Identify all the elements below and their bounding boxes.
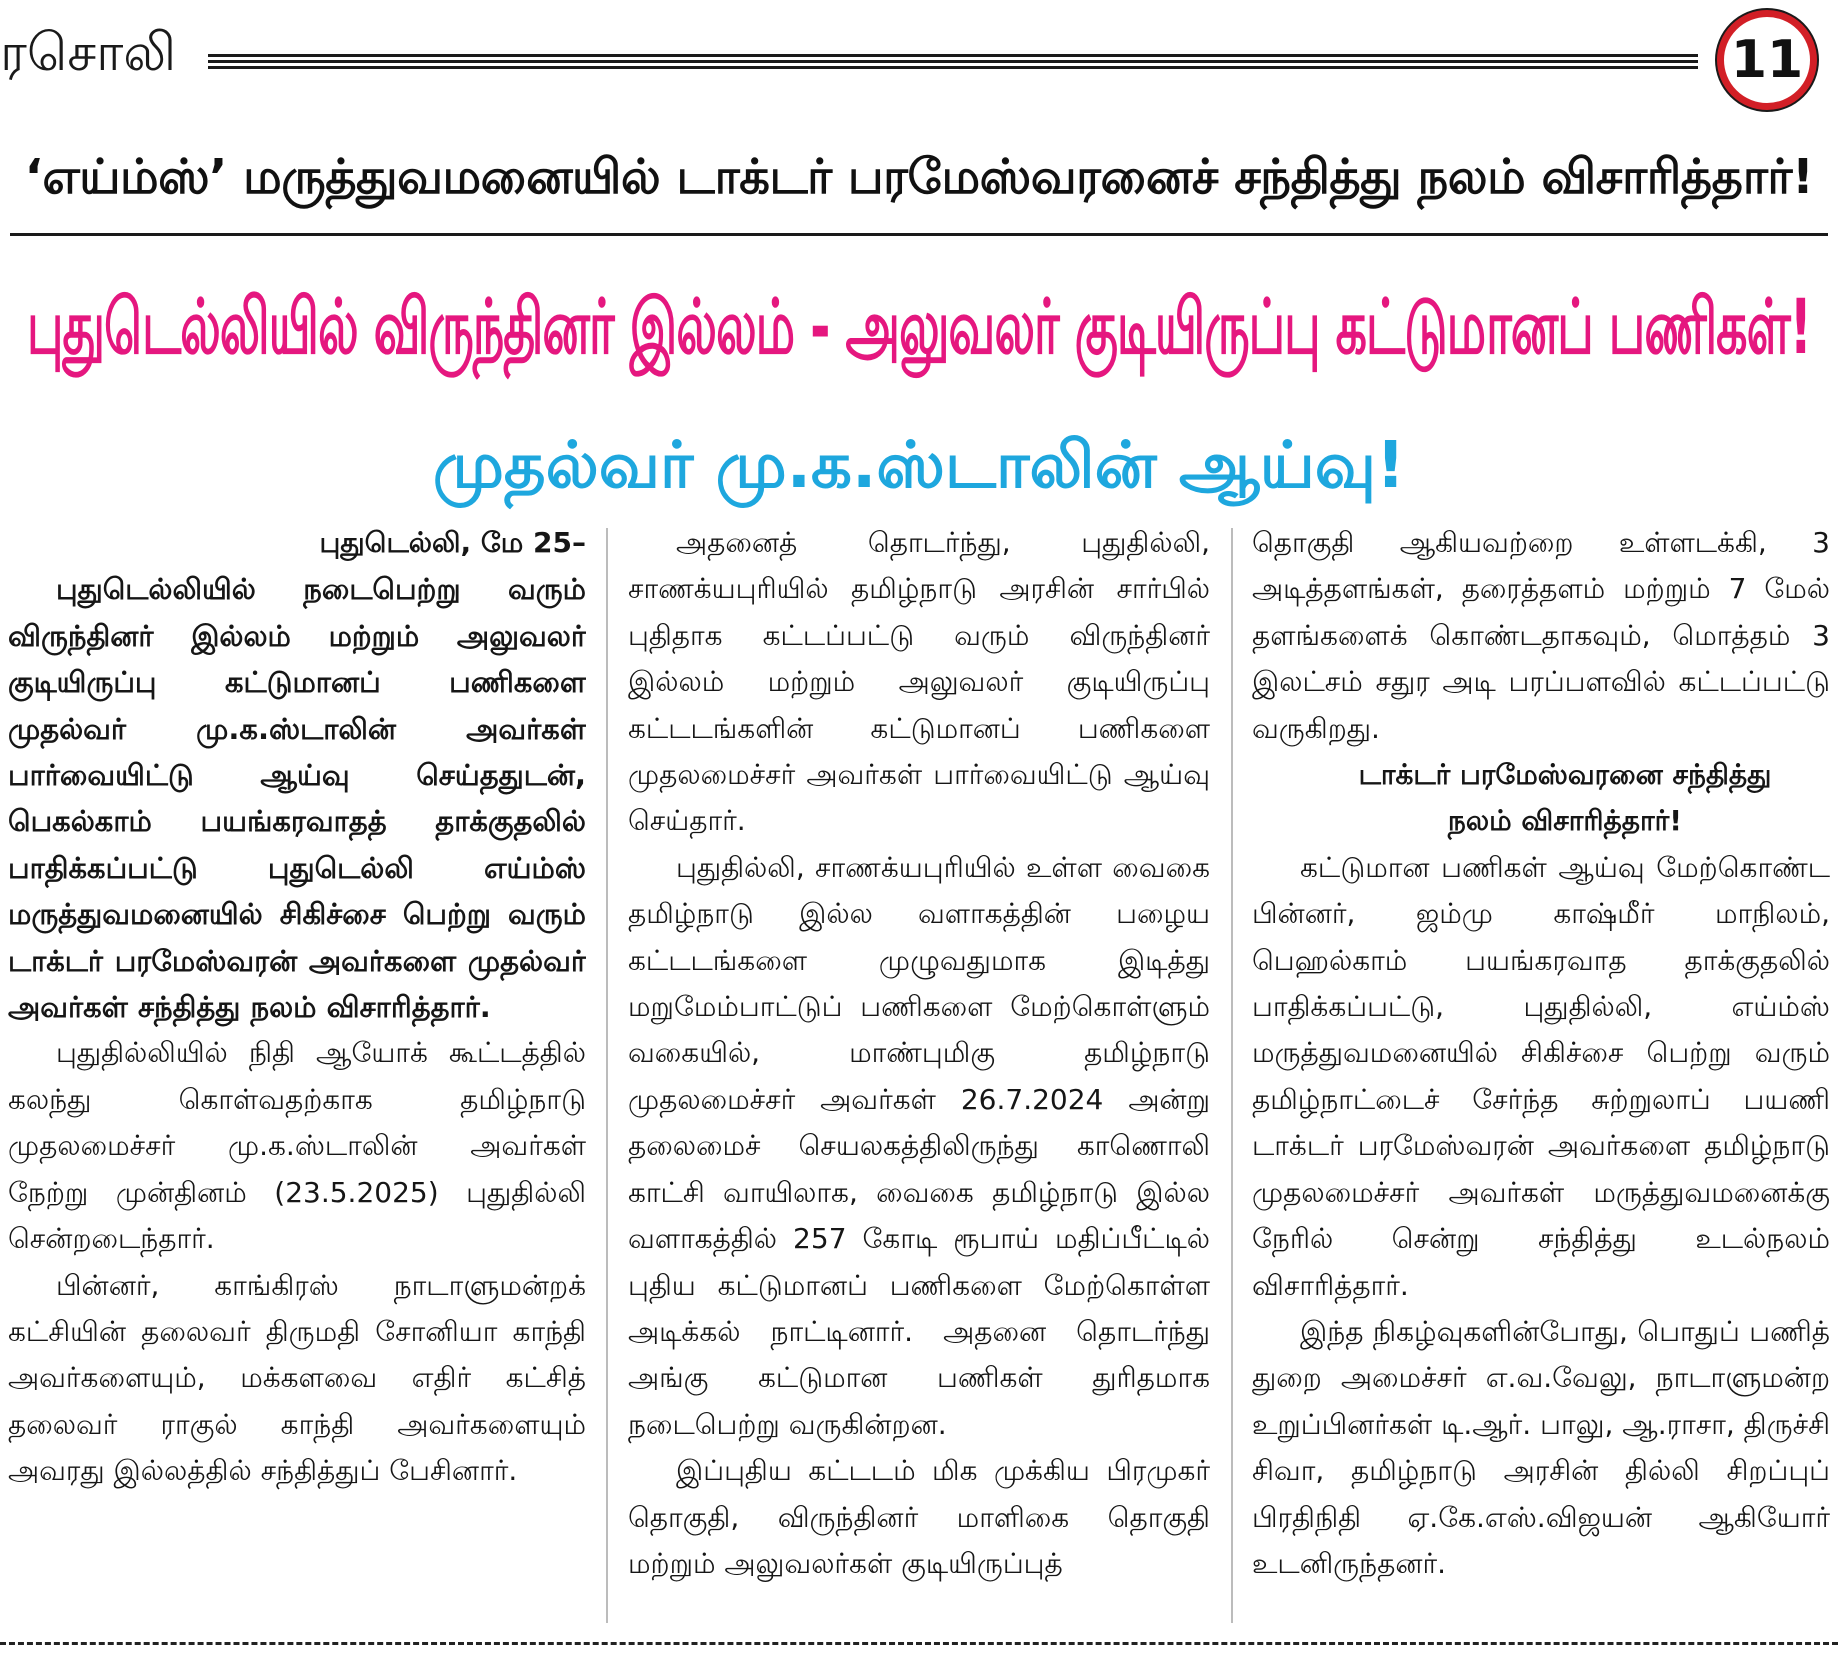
article-column-1: [8, 520, 586, 1630]
section-subtitle: நலம் விசாரித்தார்!: [1447, 804, 1683, 838]
masthead: [0, 0, 1838, 125]
article-column-3: [1252, 520, 1830, 1630]
paragraph: பின்னர், காங்கிரஸ் நாடாளுமன்றக் கட்சியின் தலைவர் திருமதி சோனியா காந்தி அவர்களையும், மக்களவை எதிர் கட்சித் தலைவர் ராகுல் காந்தி அவர்களையும் அவரது இல்லத்தில் சந்தித்துப் பேசினார்.: [8, 1268, 586, 1488]
kicker-headline: ‘எய்ம்ஸ்’ மருத்துவமனையில் டாக்டர் பரமேஸ்வரனைச் சந்தித்து நலம் விசாரித்தார்!: [24, 149, 1814, 205]
masthead-rule: [208, 54, 1698, 70]
paragraph: இப்புதிய கட்டடம் மிக முக்கிய பிரமுகர் தொகுதி, விருந்தினர் மாளிகை தொகுதி மற்றும் அலுவலர்கள் குடியிருப்புத்: [628, 1454, 1210, 1580]
bottom-dashed-rule: [0, 1642, 1838, 1645]
section-subtitle: டாக்டர் பரமேஸ்வரனை சந்தித்து: [1358, 758, 1772, 792]
main-headline: புதுடெல்லியில் விருந்தினர் இல்லம் - அலுவலர் குடியிருப்பு கட்டுமானப் பணிகள்!: [26, 283, 1812, 372]
paragraph: கட்டுமான பணிகள் ஆய்வு மேற்கொண்ட பின்னர், ஜம்மு காஷ்மீர் மாநிலம், பெஹல்காம் பயங்கரவாத தாக்குதலில் பாதிக்கப்பட்டு, புதுதில்லி, எய்ம்ஸ் மருத்துவமனையில் சிகிச்சை பெற்று வரும் தமிழ்நாட்டைச் சேர்ந்த சுற்றுலாப் பயணி டாக்டர் பரமேஸ்வரன் அவர்களை தமிழ்நாடு முதலமைச்சர் அவர்கள் மருத்துவமனைக்கு நேரில் சென்று சந்தித்து உடல்நலம் விசாரித்தார்.: [1252, 850, 1830, 1302]
paragraph: புதுதில்லி, சாணக்யபுரியில் உள்ள வைகை தமிழ்நாடு இல்ல வளாகத்தின் பழைய கட்டடங்களை முழுவதுமாக இடித்து மறுமேம்பாட்டுப் பணிகளை மேற்கொள்ளும் வகையில், மாண்புமிகு தமிழ்நாடு முதலமைச்சர் அவர்கள் 26.7.2024 அன்று தலைமைச் செயலகத்திலிருந்து காணொலி காட்சி வாயிலாக, வைகை தமிழ்நாடு இல்ல வளாகத்தில் 257 கோடி ரூபாய் மதிப்பீட்டில் புதிய கட்டுமானப் பணிகளை மேற்கொள்ள அடிக்கல் நாட்டினார். அதனை தொடர்ந்து அங்கு கட்டுமான பணிகள் துரிதமாக நடைபெற்று வருகின்றன.: [628, 850, 1210, 1441]
paragraph: தொகுதி ஆகியவற்றை உள்ளடக்கி, 3 அடித்தளங்கள், தரைத்தளம் மற்றும் 7 மேல் தளங்களைக் கொண்டதாகவும், மொத்தம் 3 இலட்சம் சதுர அடி பரப்பளவில் கட்டப்பட்டு வருகிறது.: [1252, 526, 1830, 745]
paragraph: இந்த நிகழ்வுகளின்போது, பொதுப் பணித் துறை அமைச்சர் எ.வ.வேலு, நாடாளுமன்ற உறுப்பினர்கள் டி.ஆர். பாலு, ஆ.ராசா, திருச்சி சிவா, தமிழ்நாடு அரசின் தில்லி சிறப்புப் பிரதிநிதி ஏ.கே.எஸ்.விஜயன் ஆகியோர் உடனிருந்தனர்.: [1252, 1314, 1830, 1580]
page-number-badge: 11: [1717, 10, 1817, 110]
article-column-2: [628, 520, 1210, 1630]
column-divider: [1231, 528, 1233, 1623]
sub-headline: முதல்வர் மு.க.ஸ்டாலின் ஆய்வு!: [432, 429, 1406, 503]
newspaper-name: ரசொலி: [0, 23, 177, 83]
dateline: புதுடெல்லி, மே 25–: [319, 526, 586, 559]
paragraph: அதனைத் தொடர்ந்து, புதுதில்லி, சாணக்யபுரியில் தமிழ்நாடு அரசின் சார்பில் புதிதாக கட்டப்பட்டு வரும் விருந்தினர் இல்லம் மற்றும் அலுவலர் குடியிருப்பு கட்டடங்களின் கட்டுமானப் பணிகளை முதலமைச்சர் அவர்கள் பார்வையிட்டு ஆய்வு செய்தார்.: [628, 526, 1210, 838]
paragraph: புதுதில்லியில் நிதி ஆயோக் கூட்டத்தில் கலந்து கொள்வதற்காக தமிழ்நாடு முதலமைச்சர் மு.க.ஸ்டாலின் அவர்கள் நேற்று முன்தினம் (23.5.2025) புதுதில்லி சென்றடைந்தார்.: [8, 1036, 586, 1256]
lead-paragraph: புதுடெல்லியில் நடைபெற்று வரும் விருந்தினர் இல்லம் மற்றும் அலுவலர் குடியிருப்பு கட்டுமானப் பணிகளை முதல்வர் மு.க.ஸ்டாலின் அவர்கள் பார்வையிட்டு ஆய்வு செய்ததுடன், பெகல்காம் பயங்கரவாதத் தாக்குதலில் பாதிக்கப்பட்டு புதுடெல்லி எய்ம்ஸ் மருத்துவமனையில் சிகிச்சை பெற்று வரும் டாக்டர் பரமேஸ்வரன் அவர்களை முதல்வர் அவர்கள் சந்தித்து நலம் விசாரித்தார்.: [8, 572, 586, 1025]
column-divider: [606, 528, 608, 1623]
